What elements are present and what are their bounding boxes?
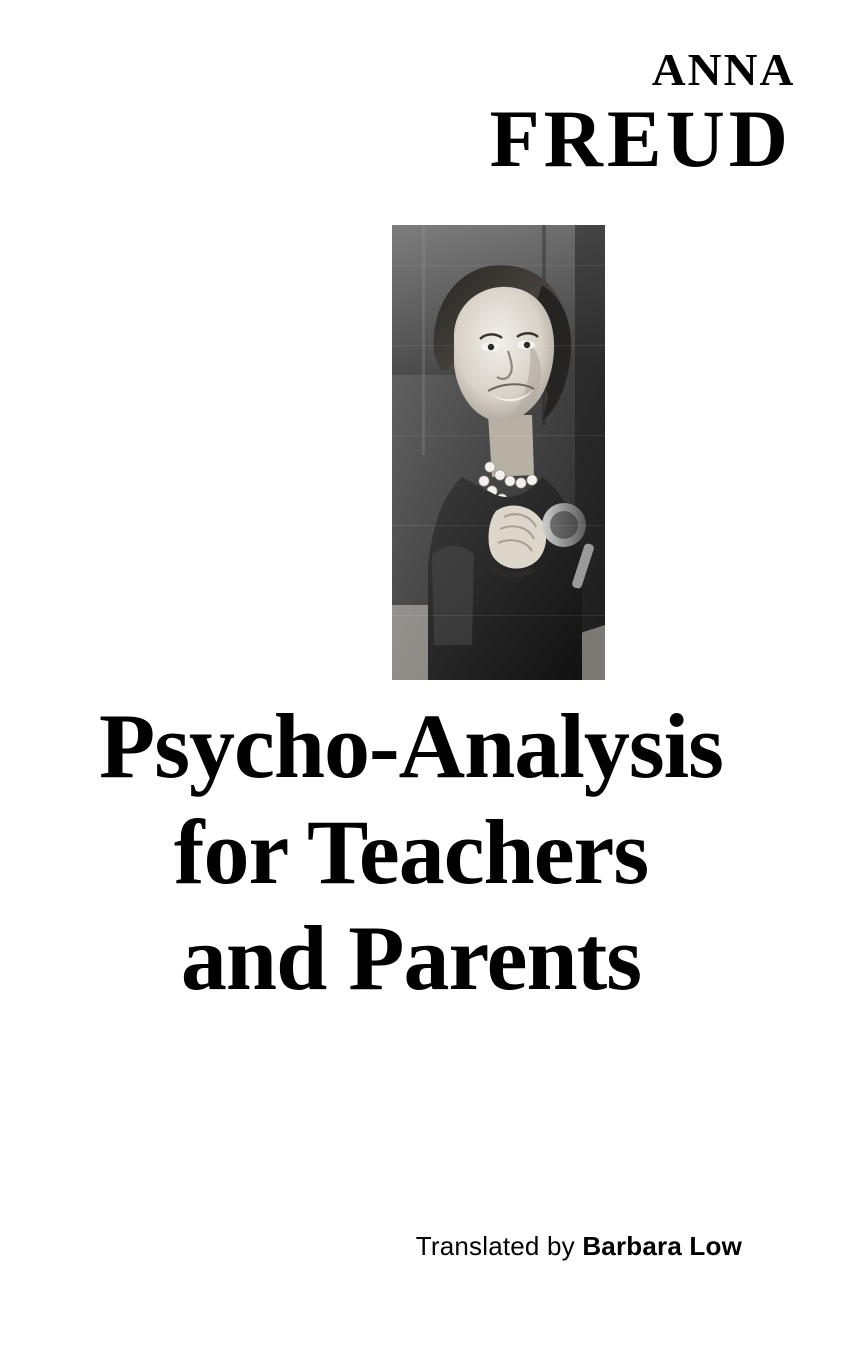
translator-name: Barbara Low — [582, 1231, 742, 1261]
author-first-name: ANNA — [651, 44, 796, 95]
translator-prefix: Translated by — [415, 1231, 583, 1261]
author-name — [489, 44, 796, 184]
author-last-name: FREUD — [489, 92, 792, 184]
title-line-3: and Parents — [180, 907, 642, 1009]
author-portrait — [392, 225, 605, 680]
portrait-photo-icon — [392, 225, 605, 680]
page-title — [0, 695, 822, 1009]
title-line-1: Psycho-Analysis — [99, 695, 723, 797]
translator-credit — [416, 1231, 742, 1262]
title-line-2: for Teachers — [173, 801, 649, 903]
